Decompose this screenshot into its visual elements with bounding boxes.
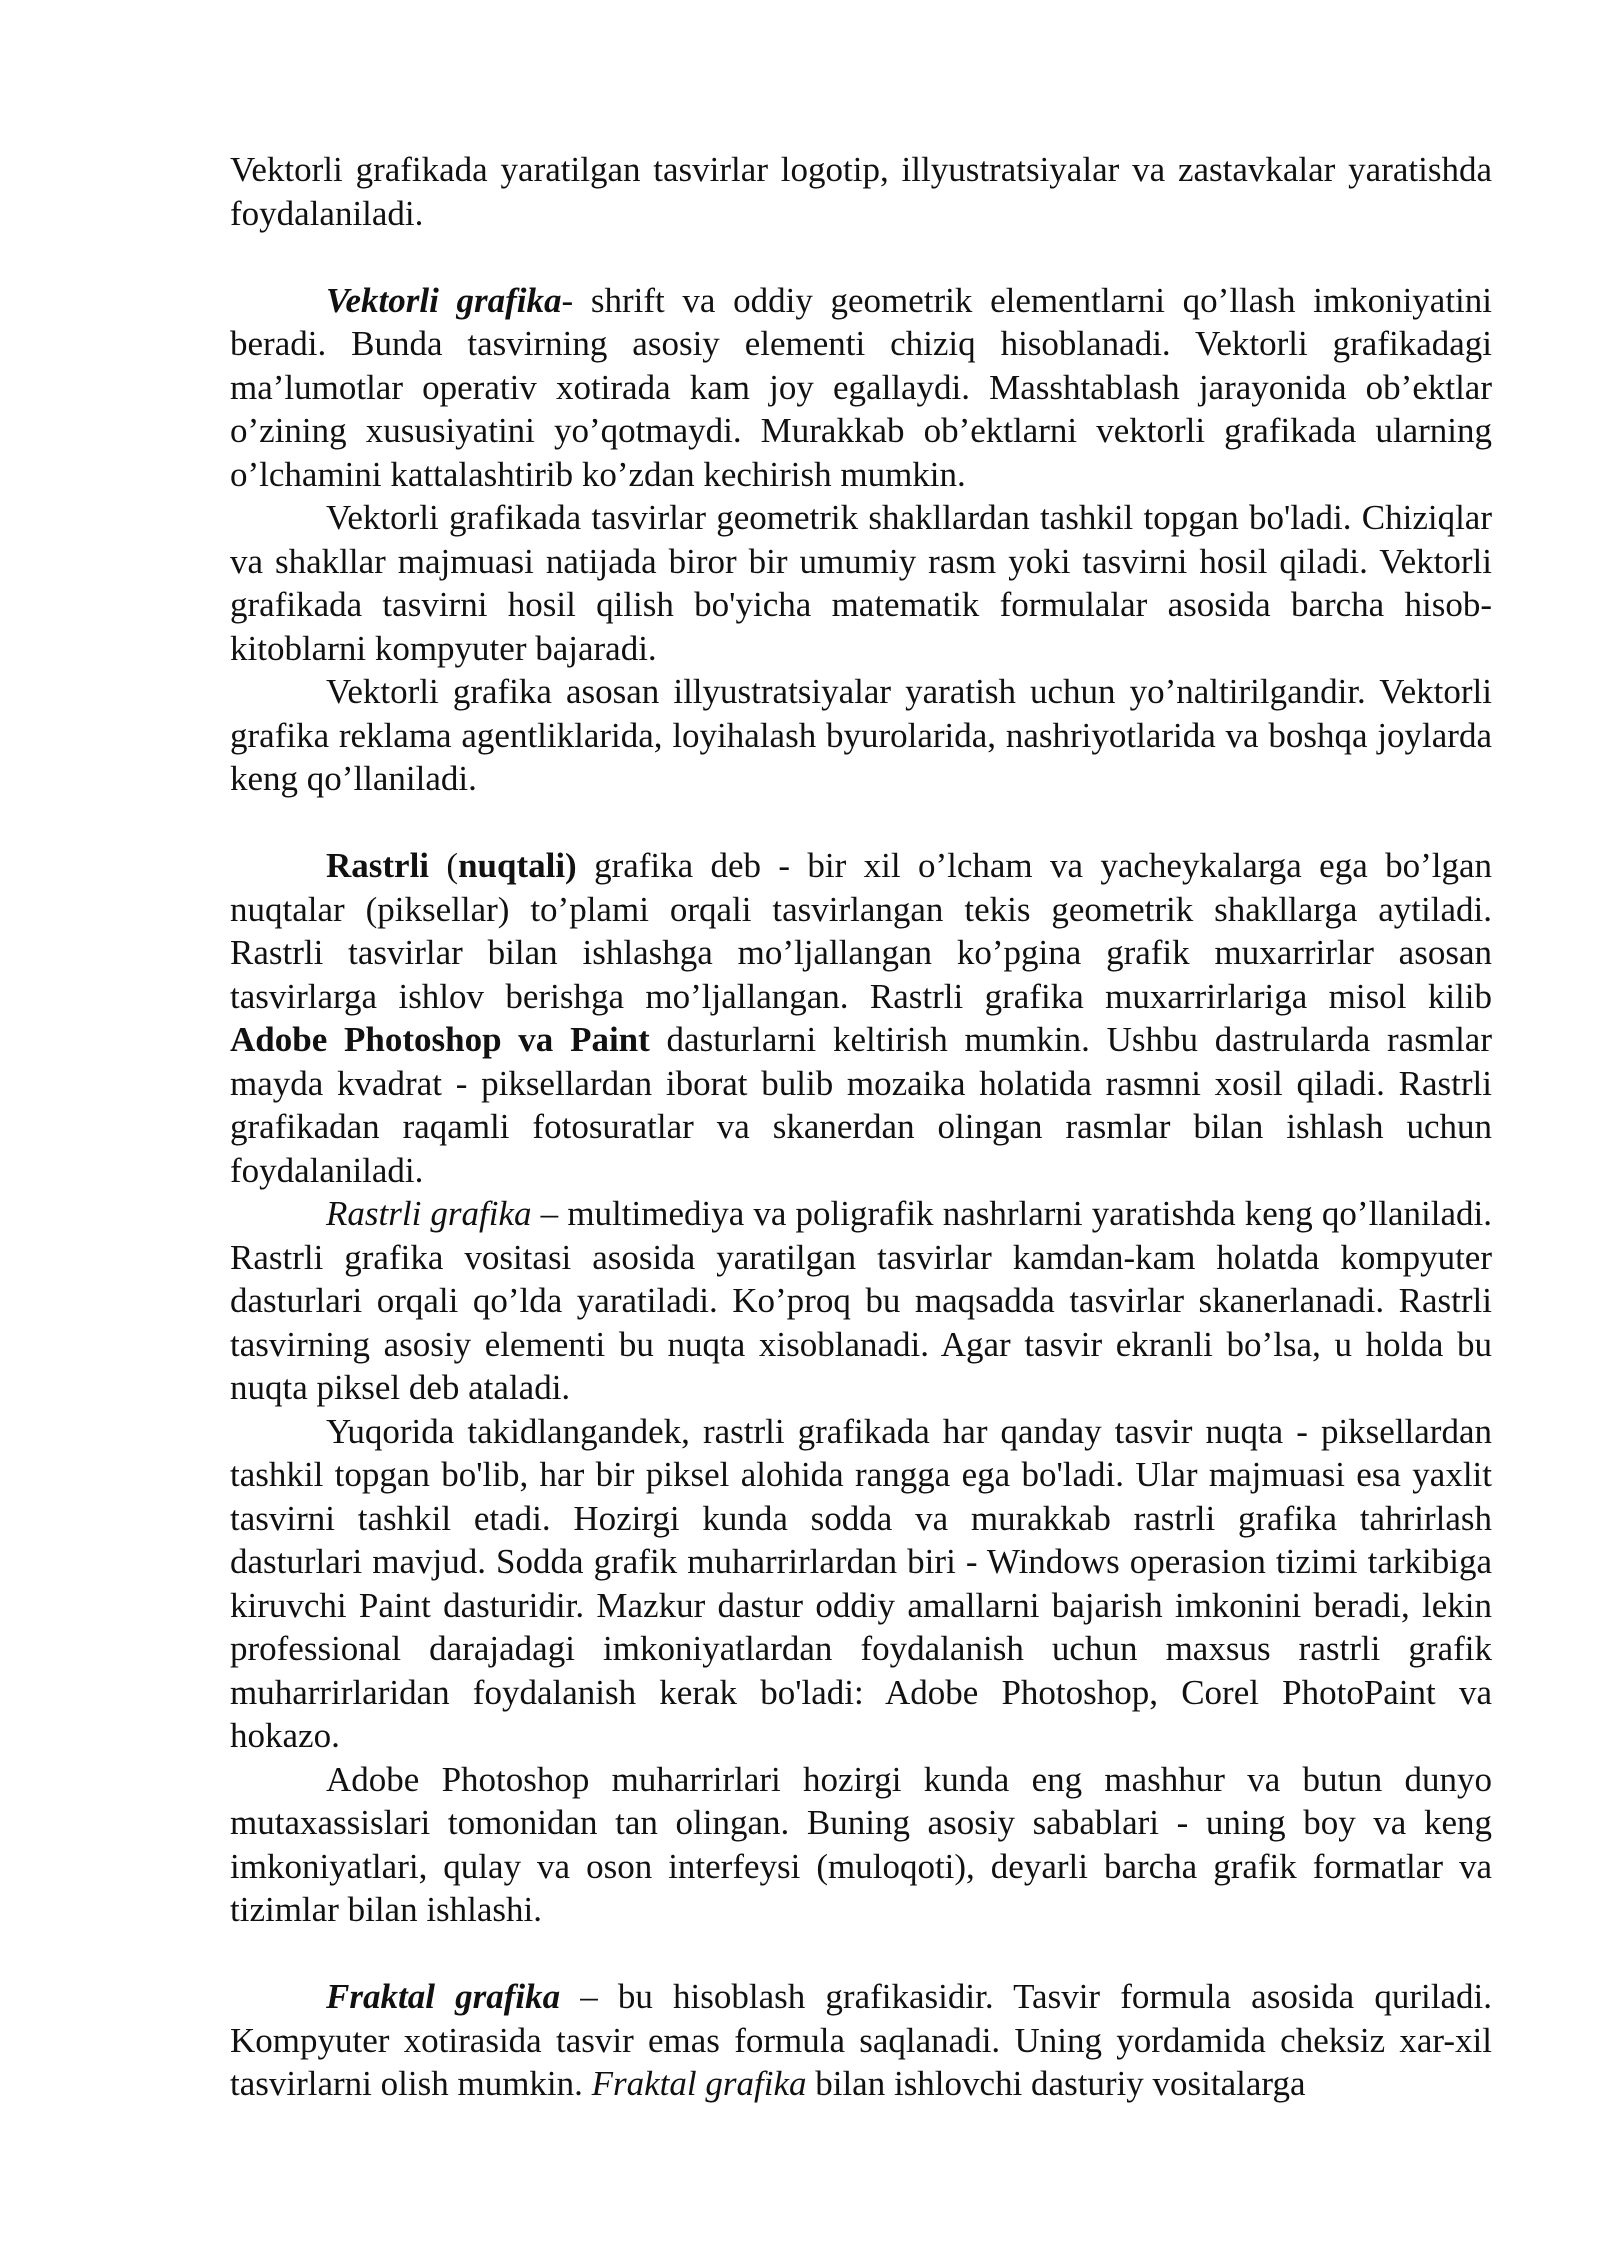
blank-line [230, 801, 1492, 845]
paragraph-text: bilan ishlovchi dasturiy vositalarga [806, 2064, 1306, 2103]
paragraph-text: Vektorli grafikada yaratilgan tasvirlar logotip, illyustratsiyalar va zastavkalar yaratishda foydalaniladi. [230, 150, 1492, 233]
term-raster-graphics: Rastrli grafika [326, 1194, 532, 1233]
paragraph-raster-definition [230, 844, 1492, 1192]
paragraph-vector-illustrations [230, 670, 1492, 801]
paragraph-text: Vektorli grafikada tasvirlar geometrik shakllardan tashkil topgan bo'ladi. Chiziqlar va shakllar majmuasi natijada biror bir umumiy rasm yoki tasvirni hosil qiladi. Vektorli grafikada tasvirni hosil qilish bo'yicha matematik formulalar asosida barcha hisob-kitoblarni kompyuter bajaradi. [230, 498, 1492, 668]
paragraph-text: - shrift va oddiy geometrik elementlarni qo’llash imkoniyatini beradi. Bunda tasvirning asosiy elementi chiziq hisoblanadi. Vektorli grafikadagi ma’lumotlar operativ xotirada kam joy egallaydi. Masshtablash jarayonida ob’ektlar o’zining xususiyatini yo’qotmaydi. Murakkab ob’ektlarni vektorli grafikada ularning o’lchamini kattalashtirib ko’zdan kechirish mumkin. [230, 280, 1492, 494]
paragraph-raster-pixels [230, 1410, 1492, 1758]
paren-open: ( [429, 846, 459, 885]
blank-line [230, 1932, 1492, 1976]
term-raster: Rastrli [326, 846, 430, 885]
paragraph-text: Yuqorida takidlangandek, rastrli grafikada har qanday tasvir nuqta - piksellardan tashkil topgan bo'lib, har bir piksel alohida rangga ega bo'ladi. Ular majmuasi esa yaxlit tasvirni tashkil etadi. Hozirgi kunda sodda va murakkab rastrli grafika tahrirlash dasturlari mavjud. Sodda grafik muharrirlardan biri - Windows operasion tizimi tarkibiga kiruvchi Paint dasturidir. Mazkur dastur oddiy amallarni bajarish imkonini beradi, lekin professional darajadagi imkoniyatlardan foydalanish uchun maxsus rastrli grafik muharrirlaridan foydalanish kerak bo'ladi: Adobe Photoshop, Corel PhotoPaint va hokazo. [230, 1411, 1492, 1755]
paragraph-text: Vektorli grafika asosan illyustratsiyalar yaratish uchun yo’naltirilgandir. Vektorli grafika reklama agentliklarida, loyihalash byurolarida, nashriyotlarida va boshqa joylarda keng qo’llaniladi. [230, 672, 1492, 798]
paragraph-vector-shapes [230, 496, 1492, 670]
paragraph-vector-usage [230, 148, 1492, 235]
paragraph-raster-multimedia [230, 1192, 1492, 1410]
paragraph-photoshop [230, 1758, 1492, 1932]
paragraph-text: Adobe Photoshop muharrirlari hozirgi kunda eng mashhur va butun dunyo mutaxassislari tomonidan tan olingan. Buning asosiy sabablari - uning boy va keng imkoniyatlari, qulay va oson interfeysi (muloqoti), deyarli barcha grafik formatlar va tizimlar bilan ishlashi. [230, 1759, 1492, 1929]
term-fractal-graphics-inline: Fraktal grafika [591, 2064, 807, 2103]
paragraph-text: – bu hisoblash grafikasidir. Tasvir formula asosida quriladi. Kompyuter xotirasida tasvir emas formula saqlanadi. Uning yordamida cheksiz xar-xil tasvirlarni olish mumkin. [230, 1977, 1492, 2103]
paragraph-text: – multimediya va poligrafik nashrlarni yaratishda keng qo’llaniladi. Rastrli grafika vositasi asosida yaratilgan tasvirlar kamdan-kam holatda kompyuter dasturlari orqali qo’lda yaratiladi. Ko’proq bu maqsadda tasvirlar skanerlanadi. Rastrli tasvirning asosiy elementi bu nuqta xisoblanadi. Agar tasvir ekranli bo’lsa, u holda bu nuqta piksel deb ataladi. [230, 1194, 1493, 1407]
term-adobe-photoshop-paint: Adobe Photoshop va Paint [230, 1020, 650, 1059]
term-fractal-graphics: Fraktal grafika [326, 1977, 561, 2016]
term-dotted: nuqtali) [458, 846, 577, 885]
term-vector-graphics: Vektorli grafika [326, 280, 562, 320]
blank-line [230, 235, 1492, 279]
paragraph-text: grafika deb - bir xil o’lcham va yacheykalarga ega bo’lgan nuqtalar (piksellar) to’plami orqali tasvirlangan tekis geometrik shakllarga aytiladi. Rastrli tasvirlar bilan ishlashga mo’ljallangan ko’pgina grafik muxarrirlar asosan tasvirlarga ishlov berishga mo’ljallangan. Rastrli grafika muxarrirlariga misol kilib [230, 846, 1492, 1016]
paragraph-vector-definition [230, 279, 1492, 497]
paragraph-text: dasturlarni keltirish mumkin. Ushbu dastrularda rasmlar mayda kvadrat - piksellardan iborat bulib mozaika holatida rasmni xosil qiladi. Rastrli grafikadan raqamli fotosuratlar va skanerdan olingan rasmlar bilan ishlash uchun foydalaniladi. [230, 1020, 1492, 1190]
document-page [230, 148, 1492, 2106]
paragraph-fractal [230, 1975, 1492, 2106]
